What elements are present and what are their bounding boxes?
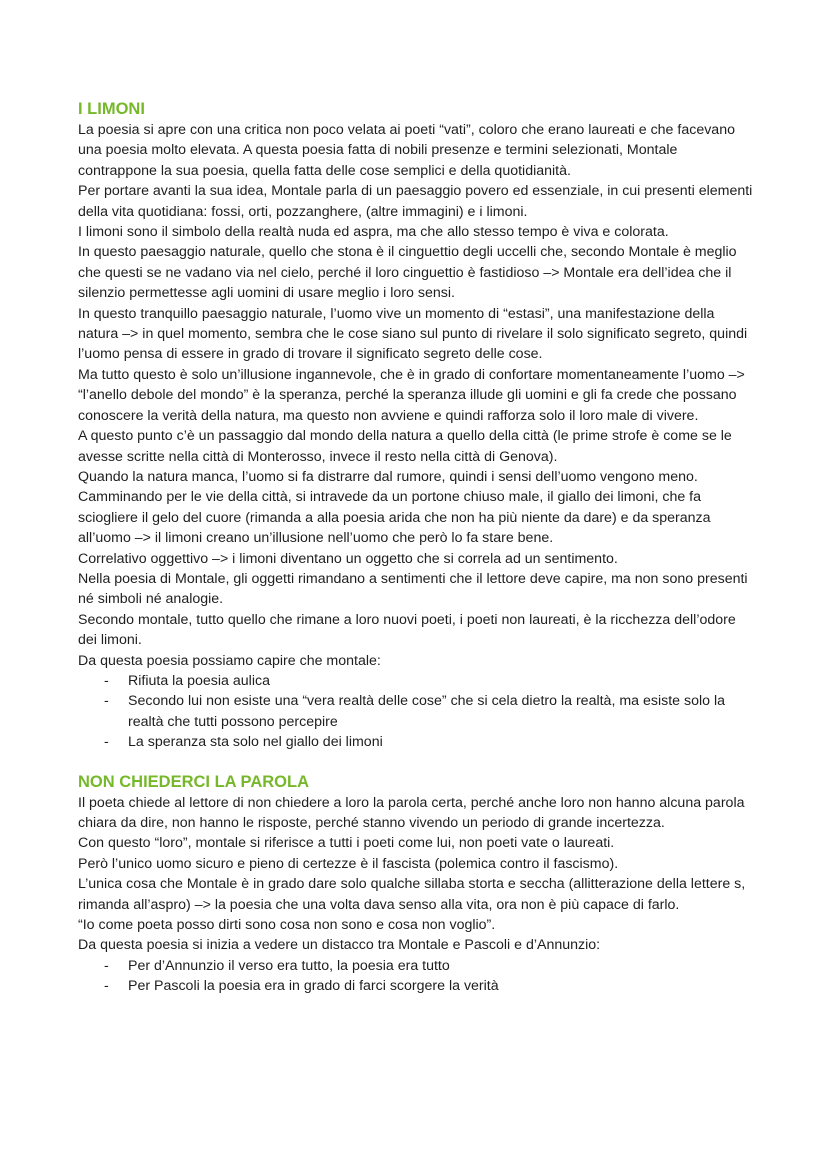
paragraph: Con questo “loro”, montale si riferisce a tutti i poeti come lui, non poeti vate o laureati. — [78, 835, 615, 852]
bullet-list — [78, 956, 758, 997]
list-item-text: La speranza sta solo nel giallo dei limoni — [128, 734, 383, 751]
document-page — [78, 98, 758, 997]
paragraph: La poesia si apre con una critica non poco velata ai poeti “vati”, coloro che erano laureati e che facevano una poesia molto elevata. A questa poesia fatta di nobili presenze e termini selezionati, Montale contrappone la sua poesia, quella fatta delle cose semplici e della quotidianità. — [78, 122, 735, 179]
bullet-dash: - — [104, 957, 109, 974]
paragraph: Il poeta chiede al lettore di non chiedere a loro la parola certa, perché anche loro non hanno alcuna parola chiara da dire, non hanno le risposte, perché stanno vivendo un periodo di grande incertezza. — [78, 794, 745, 831]
list-item-text: Rifiuta la poesia aulica — [128, 672, 270, 689]
paragraph: Secondo montale, tutto quello che rimane a loro nuovi poeti, i poeti non laureati, è la ricchezza dell’odore dei limoni. — [78, 611, 736, 649]
list-item — [104, 671, 758, 691]
paragraph: Per portare avanti la sua idea, Montale parla di un paesaggio povero ed essenziale, in cui presenti elementi della vita quotidiana: fossi, orti, pozzanghere, (altre immagini) e i limoni. — [78, 183, 753, 220]
paragraph: I limoni sono il simbolo della realtà nuda ed aspra, ma che allo stesso tempo è viva e colorata. — [78, 224, 669, 241]
paragraph: L’unica cosa che Montale è in grado dare solo qualche sillaba storta e seccha (allitterazione della lettere s, rimanda all’aspro) –> la poesia che una volta dava senso alla vita, ora non è più capace di farlo. — [78, 876, 746, 913]
paragraph: Correlativo oggettivo –> i limoni diventano un oggetto che si correla ad un sentimento. — [78, 550, 618, 567]
paragraph: In questo tranquillo paesaggio naturale, l’uomo vive un momento di “estasi”, una manifestazione della natura –> in quel momento, sembra che le cose siano sul punto di rivelare il solo significato segreto, quindi l’uomo pensa di essere in grado di trovare il significato segreto delle cose. — [78, 305, 748, 363]
list-item — [104, 956, 758, 976]
bullet-dash: - — [104, 734, 109, 751]
bullet-dash: - — [104, 693, 109, 710]
paragraph: In questo paesaggio naturale, quello che stona è il cinguettio degli uccelli che, secondo Montale è meglio che questi se ne vadano via nel cielo, perché il loro cinguettio è fastidioso –> Montale era dell’idea che il silenzio permettesse agli uomini di usare meglio i loro sensi. — [78, 244, 737, 302]
section-title-non-chiederci-la-parola: NON CHIEDERCI LA PAROLA — [78, 772, 309, 791]
list-item-text: Per d’Annunzio il verso era tutto, la poesia era tutto — [128, 957, 450, 974]
list-item — [104, 691, 758, 732]
bullet-dash: - — [104, 978, 109, 995]
paragraph: Ma tutto questo è solo un’illusione ingannevole, che è in grado di confortare momentaneamente l’uomo –> “l’anello debole del mondo” è la speranza, perché la speranza illude gli uomini e gli fa crede che possano conoscere la verità della natura, ma questo non avviene e quindi rafforza solo il loro male di vivere. — [78, 366, 745, 424]
list-item-text: Secondo lui non esiste una “vera realtà delle cose” che si cela dietro la realtà, ma esiste solo la realtà che tutti possono percepire — [128, 693, 725, 730]
paragraph: Quando la natura manca, l’uomo si fa distrarre dal rumore, quindi i sensi dell’uomo vengono meno. — [78, 468, 698, 485]
list-item — [104, 976, 758, 996]
paragraph: Nella poesia di Montale, gli oggetti rimandano a sentimenti che il lettore deve capire, ma non sono presenti né simboli né analogie. — [78, 570, 748, 608]
bullet-dash: - — [104, 672, 109, 689]
paragraph: A questo punto c’è un passaggio dal mondo della natura a quello della città (le prime strofe è come se le avesse scritte nella città di Monterosso, invece il resto nella città di Genova). — [78, 428, 732, 465]
list-item-text: Per Pascoli la poesia era in grado di farci scorgere la verità — [128, 978, 499, 995]
paragraph: Camminando per le vie della città, si intravede da un portone chiuso male, il giallo dei limoni, che fa sciogliere il gelo del cuore (rimanda a alla poesia arida che non ha più niente da dare) e da speranza all’uomo –> il limoni creano un’illusione nell’uomo che però lo fa stare bene. — [78, 489, 711, 547]
section-title-i-limoni: I LIMONI — [78, 100, 145, 118]
bullet-list — [78, 671, 758, 753]
paragraph: Da questa poesia possiamo capire che montale: — [78, 652, 381, 669]
paragraph: Però l’unico uomo sicuro e pieno di certezze è il fascista (polemica contro il fascismo). — [78, 855, 619, 872]
paragraph: “Io come poeta posso dirti sono cosa non sono e cosa non voglio”. — [78, 917, 496, 934]
paragraph: Da questa poesia si inizia a vedere un distacco tra Montale e Pascoli e d’Annunzio: — [78, 937, 601, 954]
list-item — [104, 732, 758, 752]
